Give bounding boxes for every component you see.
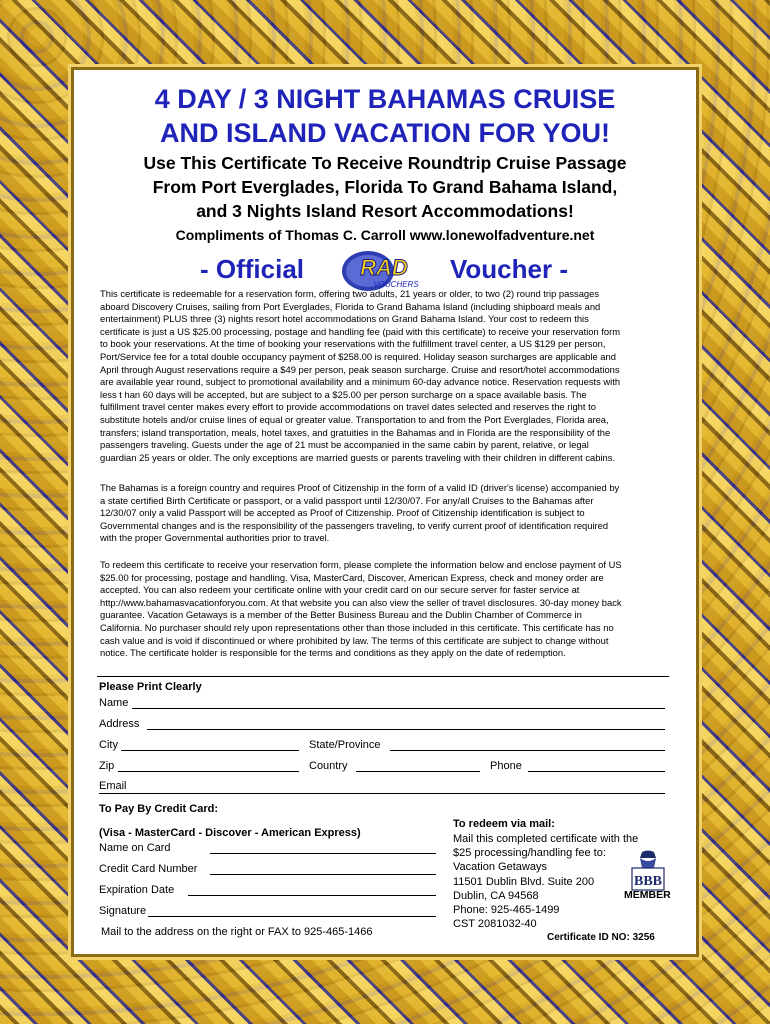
- p1-line: entertainment) PLUS three (3) nights resort hotel accommodations on Grand Bahama Island. Your cost to redeem this: [100, 313, 589, 325]
- certificate-id: Certificate ID NO: 3256: [547, 932, 655, 943]
- logo-vouchers-text: VOUCHERS: [373, 280, 419, 289]
- expiration-field[interactable]: [188, 895, 436, 896]
- subtitle-line-2: From Port Everglades, Florida To Grand Bahama Island,: [152, 177, 618, 197]
- p1-line: less t han 60 days will be accepted, but are subject to a $25.00 per person surcharge on a space available basis. The: [100, 388, 587, 400]
- p2-line: Governmental changes and is the responsibility of the passengers traveling, to verify current proof of identification required: [100, 519, 609, 531]
- signature-field[interactable]: [148, 916, 436, 917]
- signature-label: Signature: [99, 905, 147, 917]
- zip-field[interactable]: [118, 771, 299, 772]
- p1-line: substitute hotels and/or cruise lines of equal or greater value. Transportation to and from the Port Everglades, Florida area,: [100, 413, 609, 425]
- mail-line: Dublin, CA 94568: [453, 889, 539, 902]
- state-label: State/Province: [309, 739, 381, 751]
- bbb-text: BBB: [633, 874, 663, 889]
- card-types: (Visa - MasterCard - Discover - American Express): [99, 827, 361, 839]
- mail-heading: To redeem via mail:: [453, 818, 555, 830]
- p2-line: with the proper Governmental authorities prior to travel.: [100, 532, 330, 544]
- subtitle-line-1: Use This Certificate To Receive Roundtrip Cruise Passage: [143, 153, 627, 173]
- p3-line: cash value and is void if discontinued or where prohibited by law. The terms of this certificate are subject to change without: [100, 634, 609, 646]
- p3-line: California. No purchaser should rely upon representations other than those included in this certificate. This certificate has no: [100, 621, 614, 633]
- p3-line: notice. The certificate holder is responsible for the terms and conditions as they apply on the date of redemption.: [100, 647, 566, 659]
- p1-line: Port/Service fee for a total double occupancy payment of $258.00 is required. Holiday season surcharges are applicable and: [100, 350, 616, 362]
- p1-line: to book your reservations. At the time of booking your reservations with the fulfillment travel center, a US $129 per person,: [100, 338, 606, 350]
- mail-line: 11501 Dublin Blvd. Suite 200: [453, 875, 595, 888]
- name-field[interactable]: [132, 708, 665, 709]
- p1-line: This certificate is redeemable for a reservation form, offering two adults, 21 years or older, to two (2) round trip passages: [100, 288, 600, 299]
- p3-line: $25.00 for processing, postage and handling. Visa, MasterCard, Discover, American Express, check and money order are: [100, 571, 604, 583]
- p1-line: fulfillment travel center makes every effort to provide accommodations on travel dates selected and reserves the right to: [100, 401, 596, 413]
- p3-line: accepted. You can also redeem your certificate online with your credit card on our secure server for faster service at: [100, 584, 580, 596]
- card-number-label: Credit Card Number: [99, 863, 198, 875]
- city-field[interactable]: [121, 750, 299, 751]
- card-number-field[interactable]: [210, 874, 436, 875]
- mail-fax-note: Mail to the address on the right or FAX to 925-465-1466: [101, 926, 373, 938]
- country-field[interactable]: [356, 771, 480, 772]
- mail-line: $25 processing/handling fee to:: [453, 847, 606, 860]
- voucher-official-text: - Official: [200, 254, 305, 284]
- logo-rad-text: RAD: [360, 255, 408, 280]
- name-label: Name: [99, 697, 129, 709]
- mail-line: Mail this completed certificate with the: [453, 833, 639, 845]
- terms-paragraph-2: [100, 482, 670, 545]
- p3-line: To redeem this certificate to receive your reservation form, please complete the information below and enclose payment of US: [100, 559, 622, 570]
- p1-line: aboard Discovery Cruises, sailing from Port Everglades, Florida to Grand Bahama Island (including shipboard meals and: [100, 300, 601, 312]
- compliments-line: Compliments of Thomas C. Carroll www.lonewolfadventure.net: [175, 227, 595, 243]
- p2-line: 12/30/07 only a valid Passport will be accepted as Proof of Citizenship. Proof of Citizenship identification is subject to: [100, 507, 585, 519]
- address-label: Address: [99, 718, 140, 730]
- email-label: Email: [99, 780, 127, 792]
- title-line-1: 4 DAY / 3 NIGHT BAHAMAS CRUISE: [154, 84, 616, 114]
- phone-field[interactable]: [528, 771, 665, 772]
- name-on-card-field[interactable]: [210, 853, 436, 854]
- section-divider: [97, 676, 669, 677]
- terms-paragraph-3: [100, 559, 670, 660]
- address-field[interactable]: [147, 729, 665, 730]
- mail-address-block: [453, 832, 638, 931]
- p3-line: guarantee. Vacation Getaways is a member of the Better Business Bureau and the Dublin Chamber of Commerce in: [100, 609, 582, 621]
- p1-line: guardian 25 years or older. The only exceptions are married guests or parents traveling with their children in different cabins.: [100, 451, 616, 463]
- rad-vouchers-logo: [338, 250, 430, 292]
- email-field[interactable]: [99, 793, 665, 794]
- name-on-card-label: Name on Card: [99, 842, 171, 854]
- p1-line: passengers traveling. Guests under the age of 21 must be accompanied in the same cabin by parent, relative, or legal: [100, 439, 589, 451]
- voucher-heading: [100, 250, 670, 292]
- state-field[interactable]: [390, 750, 665, 751]
- subtitle-line-3: and 3 Nights Island Resort Accommodations!: [196, 201, 574, 221]
- voucher-voucher-text: Voucher -: [450, 254, 568, 284]
- expiration-label: Expiration Date: [99, 884, 175, 896]
- country-label: Country: [309, 760, 348, 772]
- mail-line: Vacation Getaways: [453, 861, 547, 874]
- terms-paragraph-1: [100, 288, 670, 464]
- p1-line: transfers; island transportation, meals, hotel taxes, and gratuities in the Bahamas and in Florida are the responsibility of the: [100, 426, 611, 438]
- p2-line: a state certified Birth Certificate or passport, or a valid passport until 12/30/07. For any/all Cruises to the Bahamas after: [100, 494, 594, 506]
- form-heading: Please Print Clearly: [99, 681, 202, 693]
- city-label: City: [99, 739, 118, 751]
- mail-line: Phone: 925-465-1499: [453, 904, 560, 917]
- p2-line: The Bahamas is a foreign country and requires Proof of Citizenship in the form of a valid ID (driver's license) accompanied by: [100, 482, 620, 493]
- mail-line: CST 2081032-40: [453, 918, 537, 931]
- p3-line: http://www.bahamasvacationforyou.com. At that website you can also view the seller of travel disclosures. 30-day money back: [100, 596, 622, 608]
- credit-card-heading: To Pay By Credit Card:: [99, 803, 218, 815]
- p1-line: April through August reservations require a $49 per person, peak season surcharge. Cruise and resort/hotel accommodations: [100, 363, 620, 375]
- p1-line: are available year round, subject to promotional availability and a minimum 60-day advance notice. Reservation requests with: [100, 376, 621, 388]
- p1-line: certificate is just a US $25.00 processing, postage and handling fee (paid with this certificate) to receive your reservation form: [100, 325, 621, 337]
- title-line-2: AND ISLAND VACATION FOR YOU!: [160, 118, 610, 148]
- phone-label: Phone: [490, 760, 522, 772]
- zip-label: Zip: [99, 760, 115, 772]
- bbb-member-label: MEMBER: [624, 889, 671, 901]
